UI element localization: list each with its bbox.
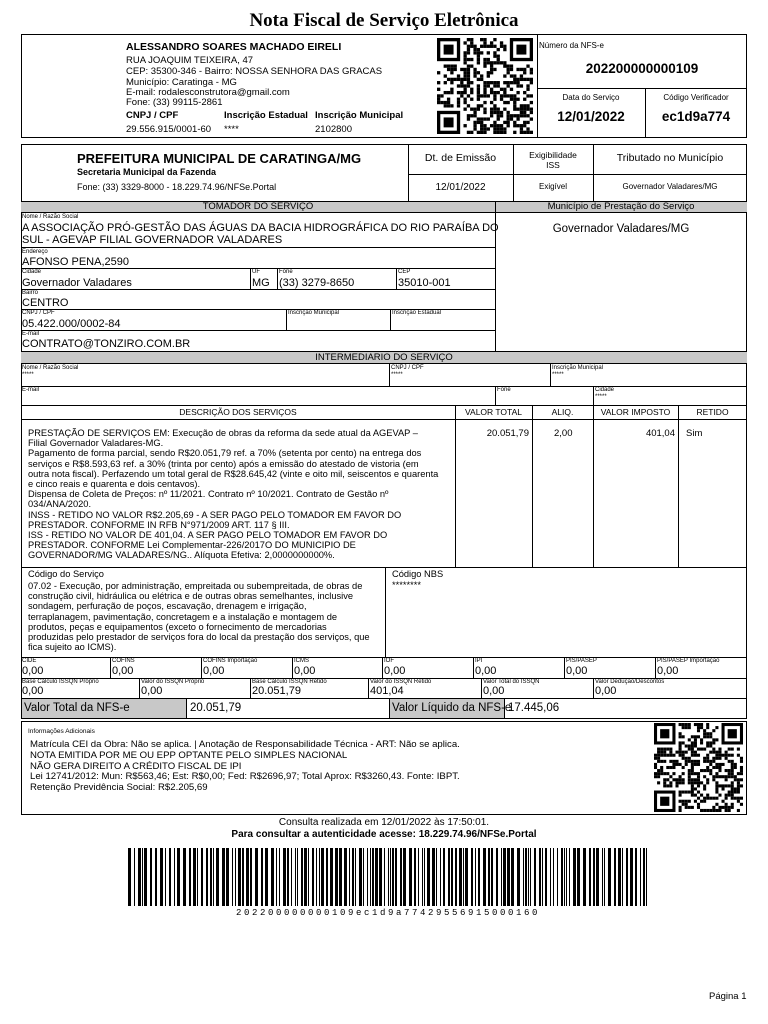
tomador-endereco: AFONSO PENA,2590 — [22, 256, 129, 268]
tributo-cide-value: 0,00 — [22, 665, 44, 677]
tributo-pis-value: 0,00 — [566, 665, 588, 677]
tributo-valor-issqn-retido-value: 401,04 — [370, 685, 404, 697]
codigo-servico-description — [28, 581, 383, 652]
autenticidade-link[interactable]: Para consultar a autenticidade acesse: 18.229.74.96/NFSe.Portal — [231, 829, 537, 840]
tomador-nome-1: A ASSOCIAÇÃO PRÓ-GESTÃO DAS ÁGUAS DA BACIA HIDROGRÁFICA DO RIO PARAÍBA DO — [22, 222, 499, 234]
tributo-base-issqn-proprio-value: 0,00 — [22, 685, 44, 697]
tributo-pis-imp-label: PIS/PASEP Importação — [657, 658, 720, 664]
intermediario-cidade-label: Cidade — [595, 387, 615, 393]
tomador-fone: (33) 3279-8650 — [279, 277, 355, 289]
description-line: Pagamento de forma parcial, sendo R$20.051,79 ref. a 70% (setenta por cento) na entrega dos — [28, 448, 422, 459]
nfse-data-label: Data do Serviço — [562, 93, 620, 102]
intermediario-fone-label: Fone — [497, 387, 511, 393]
valor-liquido-label: Valor Líquido da NFS-e — [392, 702, 512, 714]
adicionais-line: Lei 12741/2012: Mun: R$563,46; Est: R$0,00; Fed: R$2696,97; Total Aprox: R$3260,43. Fonte: IBPT. — [30, 771, 460, 783]
tributo-icms-value: 0,00 — [294, 665, 316, 677]
intermediario-nome: ***** — [22, 372, 34, 378]
tributado-label: Tributado no Município — [616, 152, 724, 164]
intermediario-nome-label: Nome / Razão Social — [22, 365, 79, 371]
description-line: e cinco reais e quarenta e dois centavos). — [28, 479, 201, 490]
intermediario-im-label: Inscrição Municipal — [552, 365, 604, 371]
prestador-municipio: Município: Caratinga - MG — [126, 77, 237, 88]
tributo-base-issqn-proprio-label: Base Cálculo ISSQN Próprio — [22, 679, 99, 685]
document-title: Nota Fiscal de Serviço Eletrônica — [249, 10, 519, 31]
exigibilidade-label-2: ISS — [546, 160, 560, 170]
nfse-data: 12/01/2022 — [557, 109, 625, 124]
tomador-nome-label: Nome / Razão Social — [22, 214, 79, 220]
tributo-cide-label: CIDE — [22, 658, 37, 664]
codigo-servico-line: fica sujeito ao ICMS). — [28, 642, 117, 653]
consulta-text: Consulta realizada em 12/01/2022 às 17:50:01. — [278, 817, 490, 828]
tributo-cofins-value: 0,00 — [112, 665, 134, 677]
valor-liquido-value: 17.445,06 — [508, 702, 560, 714]
tributo-valor-issqn-proprio-label: Valor do ISSQN Próprio — [141, 679, 205, 685]
prestador-address: RUA JOAQUIM TEIXEIRA, 47 — [126, 55, 254, 66]
nfse-codigo-label: Código Verificador — [663, 93, 729, 102]
tributo-deducao-value: 0,00 — [595, 685, 617, 697]
tributo-total-issqn-label: Valor Total do ISSQN — [483, 679, 540, 685]
tomador-endereco-label: Endereço — [22, 249, 48, 255]
adicionais-label: Informações Adicionais — [28, 728, 95, 735]
tomador-cep-label: CEP — [398, 269, 411, 275]
tomador-uf-label: UF — [252, 269, 260, 275]
description-line: ISS - RETIDO NO VALOR DE 401,04. A SER PAGO PELO TOMADOR EM FAVOR DO — [28, 530, 388, 541]
tomador-email: CONTRATO@TONZIRO.COM.BR — [22, 338, 191, 350]
tributo-valor-issqn-proprio-value: 0,00 — [141, 685, 163, 697]
tributo-valor-issqn-retido-label: Valor do ISSQN Retido — [370, 679, 432, 685]
description-line: Dispensa de Coleta de Preços: nº 11/2021. Contrato nº 10/2021. Contrato de Gestão nº — [28, 489, 389, 500]
tomador-fone-label: Fone — [279, 269, 293, 275]
servicos-retido: Sim — [686, 428, 703, 439]
codigo-servico-line: terraplanagem, pavimentação, concretagem e a instalação e montagem de — [28, 611, 338, 622]
tomador-uf: MG — [252, 277, 270, 289]
servicos-header-valor-total: VALOR TOTAL — [464, 407, 522, 417]
tributo-pis-label: PIS/PASEP — [566, 658, 597, 664]
codigo-nbs: ******** — [392, 580, 421, 590]
codigo-servico-line: produzidas pelo prestador de serviços fora do local da prestação dos serviços, que — [28, 632, 370, 643]
intermediario-im: ***** — [552, 372, 564, 378]
adicionais-line: NOTA EMITIDA POR ME OU EPP OPTANTE PELO SIMPLES NACIONAL — [30, 749, 348, 761]
prefeitura-fone: Fone: (33) 3329-8000 - 18.229.74.96/NFSe.Portal — [77, 182, 277, 192]
tomador-email-label: E-mail — [22, 331, 40, 337]
prestador-cnpj-label: CNPJ / CPF — [126, 110, 179, 121]
qr-code-header-icon — [437, 38, 533, 134]
intermediario-cnpj-label: CNPJ / CPF — [391, 365, 424, 371]
mun-prestacao-value: Governador Valadares/MG — [552, 223, 690, 235]
prestador-cep: CEP: 35300-346 - Bairro: NOSSA SENHORA DAS GRACAS — [126, 66, 383, 77]
barcode-number: 202200000000109ec1d9a77429556915000160 — [235, 908, 541, 918]
tributo-base-issqn-retido-value: 20.051,79 — [252, 685, 301, 697]
intermediario-section-label: INTERMEDIARIO DO SERVIÇO — [315, 352, 453, 363]
adicionais-line: Retenção Previdência Social: R$2.205,69 — [30, 782, 208, 794]
intermediario-email-label: E-mail — [22, 387, 40, 393]
codigo-servico-line: sondagem, perfuração de poços, escavação, drenagem e irrigação, — [28, 601, 307, 612]
servicos-header-valor-imposto: VALOR IMPOSTO — [600, 407, 671, 417]
description-line: PRESTADOR. CONFORME IN RFB N°971/2009 ART. 117 § III. — [28, 519, 290, 530]
tomador-bairro: CENTRO — [22, 297, 69, 309]
tributo-iof-value: 0,00 — [384, 665, 406, 677]
description-line: 034/ANA/2020. — [28, 499, 92, 510]
intermediario-cnpj: ***** — [391, 372, 403, 378]
adicionais-line: Matrícula CEI da Obra: Não se aplica. | Anotação de Responsabilidade Técnica - ART: Não se aplica. — [30, 739, 460, 750]
servicos-valor-imposto: 401,04 — [645, 428, 675, 439]
prestador-im-label: Inscrição Municipal — [315, 110, 404, 121]
codigo-servico-label: Código do Serviço — [28, 569, 104, 579]
mun-prestacao-label: Município de Prestação do Serviço — [547, 201, 695, 212]
prefeitura-secretaria: Secretaria Municipal da Fazenda — [77, 167, 217, 177]
tributo-cofins-imp-value: 0,00 — [203, 665, 225, 677]
tributo-cofins-label: COFINS — [112, 658, 135, 664]
qr-code-footer-icon — [654, 723, 743, 812]
tomador-section-label: TOMADOR DO SERVIÇO — [202, 201, 314, 212]
tributo-deducao-label: Valor Dedução/Descontos — [595, 679, 665, 685]
nfse-codigo: ec1d9a774 — [661, 109, 731, 124]
emissao-value: 12/01/2022 — [435, 182, 486, 193]
prestador-cnpj: 29.556.915/0001-60 — [126, 124, 212, 135]
tomador-cidade: Governador Valadares — [22, 277, 132, 289]
prestador-ie-label: Inscrição Estadual — [224, 110, 308, 121]
barcode-icon — [128, 848, 648, 906]
servicos-header-retido: RETIDO — [696, 407, 729, 417]
tributado-value: Governador Valadares/MG — [622, 182, 718, 191]
tributo-cofins-imp-label: COFINS Importação — [203, 658, 258, 664]
codigo-nbs-label: Código NBS — [392, 569, 444, 579]
prefeitura-name: PREFEITURA MUNICIPAL DE CARATINGA/MG — [77, 151, 362, 166]
tributo-iof-label: IOF — [384, 658, 394, 664]
tributo-icms-label: ICMS — [294, 658, 309, 664]
servicos-header-aliq: ALIQ. — [551, 407, 574, 417]
description-line: serviços e R$8.593,63 ref. a 30% (trinta por cento) após a emissão do atestado de vistoria (em — [28, 458, 419, 469]
valor-total-label: Valor Total da NFS-e — [24, 702, 130, 714]
informacoes-adicionais-text — [30, 740, 460, 794]
prestador-ie: **** — [224, 124, 239, 135]
servicos-valor-total: 20.051,79 — [486, 428, 529, 439]
tomador-cep: 35010-001 — [398, 277, 451, 289]
servicos-aliq: 2,00 — [554, 428, 573, 439]
description-line: outra nota fiscal). Perfazendo um total geral de R$28.645,42 (vinte e oito mil, seiscentos e quarenta — [28, 468, 439, 479]
nfse-numero: 202200000000109 — [585, 61, 699, 76]
emissao-label: Dt. de Emissão — [424, 152, 497, 164]
tributo-total-issqn-value: 0,00 — [483, 685, 505, 697]
tomador-cidade-label: Cidade — [22, 269, 42, 275]
page-number: Página 1 — [709, 991, 747, 1002]
prestador-fone: Fone: (33) 99115-2861 — [126, 97, 223, 108]
description-line: PRESTAÇÃO DE SERVIÇOS EM: Execução de obras da reforma da sede atual da AGEVAP – — [28, 428, 418, 438]
exigibilidade-value: Exigível — [538, 182, 567, 191]
tributo-pis-imp-value: 0,00 — [657, 665, 679, 677]
tributo-ipi-label: IPI — [475, 658, 483, 664]
tomador-ie-label: Inscrição Estadual — [392, 310, 442, 316]
prestador-im: 2102800 — [315, 124, 352, 135]
intermediario-cidade: ***** — [595, 394, 607, 400]
adicionais-line: NÃO GERA DIREITO A CRÉDITO FISCAL DE IPI — [30, 760, 242, 772]
valor-total-value: 20.051,79 — [190, 702, 242, 714]
tomador-cnpj: 05.422.000/0002-84 — [22, 318, 121, 330]
servicos-header-descricao: DESCRIÇÃO DOS SERVIÇOS — [179, 407, 297, 417]
tomador-nome-2: SUL - AGEVAP FILIAL GOVERNADOR VALADARES — [22, 234, 283, 246]
description-line: PRESTADOR. CONFORME Lei Complementar-226/2017O DO MUNICIPIO DE — [28, 540, 356, 551]
codigo-servico-line: 07.02 - Execução, por administração, empreitada ou subempreitada, de obras de — [28, 581, 363, 591]
prestador-email: E-mail: rodalesconstrutora@gmail.com — [126, 87, 290, 98]
servicos-description — [28, 428, 453, 561]
description-line: INSS - RETIDO NO VALOR R$2.205,69 - A SER PAGO PELO TOMADOR EM FAVOR DO — [28, 509, 402, 520]
description-line: GOVERNADOR/MG VALADARES/NG.. Alíquota Efetiva: 2,0000000000%. — [28, 550, 335, 561]
exigibilidade-label-1: Exigibilidade — [529, 150, 577, 160]
tomador-cnpj-label: CNPJ / CPF — [22, 310, 55, 316]
prestador-name: ALESSANDRO SOARES MACHADO EIRELI — [126, 41, 342, 53]
tributo-base-issqn-retido-label: Base Cálculo ISSQN Retido — [252, 679, 327, 685]
codigo-servico-line: construção civil, hidráulica ou elétrica e de outras obras semelhantes, inclusive — [28, 591, 354, 602]
codigo-servico-line: produtos, peças e equipamentos (exceto o fornecimento de mercadorias — [28, 621, 327, 632]
tomador-bairro-label: Bairro — [22, 290, 39, 296]
tributo-ipi-value: 0,00 — [475, 665, 497, 677]
nfse-numero-label: Número da NFS-e — [539, 41, 604, 50]
tomador-im-label: Inscrição Municipal — [288, 310, 340, 316]
description-line: Filial Governador Valadares-MG. — [28, 438, 164, 449]
